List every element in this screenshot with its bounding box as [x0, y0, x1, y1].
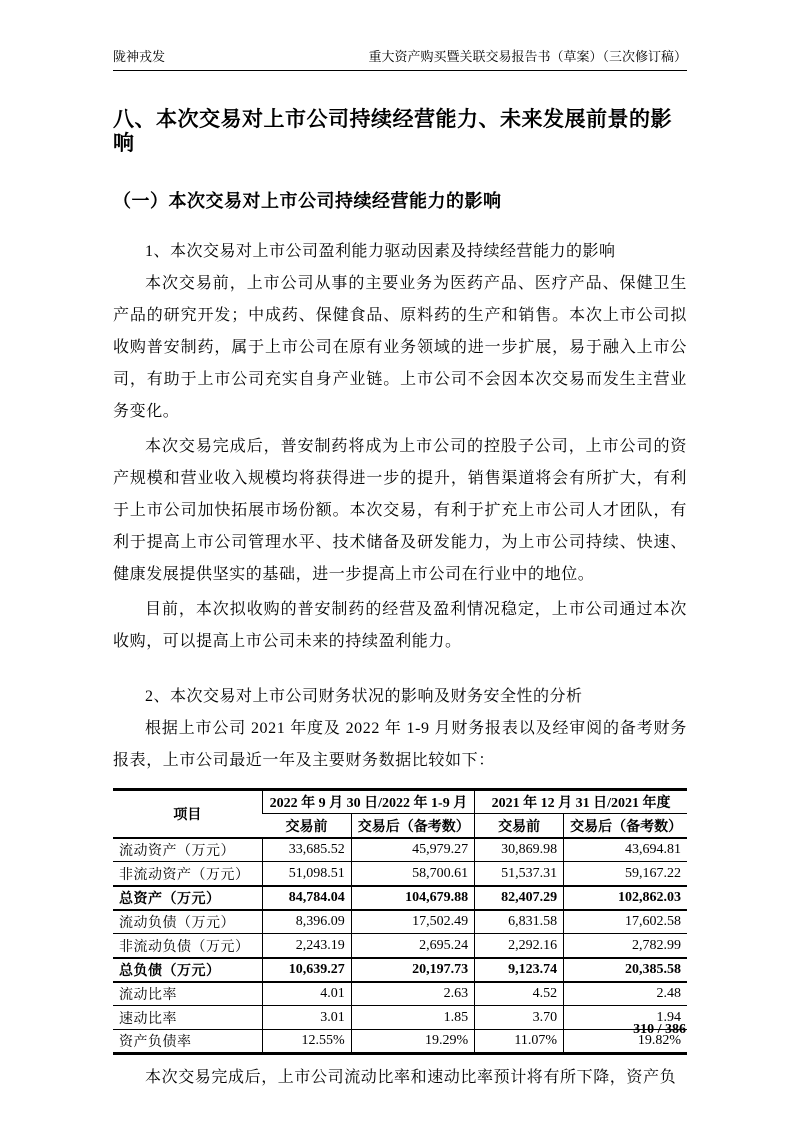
row-value: 2.63 — [351, 982, 474, 1006]
row-value: 9,123.74 — [475, 958, 564, 982]
row-label: 总资产（万元） — [119, 891, 221, 907]
row-value: 51,537.31 — [475, 862, 564, 886]
row-value: 1.94 — [564, 1006, 687, 1030]
row-label: 资产负债率 — [119, 1035, 192, 1051]
row-value: 82,407.29 — [475, 886, 564, 910]
table-row — [113, 958, 687, 982]
page-title: 八、本次交易对上市公司持续经营能力、未来发展前景的影响 — [113, 108, 672, 156]
row-label: 总负债（万元） — [119, 963, 221, 979]
row-label: 速动比率 — [119, 1011, 177, 1027]
page-number: 310 / 386 — [633, 1022, 686, 1037]
header-post-transaction-2022: 交易后（备考数） — [351, 814, 474, 838]
row-value: 33,685.52 — [262, 838, 351, 862]
row-value: 2,782.99 — [564, 934, 687, 958]
page-footer — [633, 1022, 686, 1038]
header-pre-transaction-2021: 交易前 — [475, 814, 564, 838]
row-label: 流动负债（万元） — [119, 916, 235, 932]
financial-comparison-table — [113, 788, 687, 1055]
row-value: 20,197.73 — [351, 958, 474, 982]
row-value: 3.70 — [475, 1006, 564, 1030]
row-label: 非流动负债（万元） — [119, 939, 250, 955]
row-value: 19.82% — [564, 1030, 687, 1054]
row-value: 43,694.81 — [564, 838, 687, 862]
table-row — [113, 862, 687, 886]
table-row — [113, 910, 687, 934]
table-row — [113, 1030, 687, 1054]
row-value: 1.85 — [351, 1006, 474, 1030]
row-value: 59,167.22 — [564, 862, 687, 886]
header-period-2022: 2022 年 9 月 30 日/2022 年 1-9 月 — [262, 790, 474, 814]
row-label: 流动比率 — [119, 988, 177, 1004]
row-value: 8,396.09 — [262, 910, 351, 934]
table-row — [113, 838, 687, 862]
row-value: 11.07% — [475, 1030, 564, 1054]
table-header — [113, 790, 687, 838]
row-label: 流动资产（万元） — [119, 844, 235, 860]
row-value: 2.48 — [564, 982, 687, 1006]
row-value: 104,679.88 — [351, 886, 474, 910]
row-value: 17,602.58 — [564, 910, 687, 934]
paragraph-profit-stability: 目前，本次拟收购的普安制药的经营及盈利情况稳定，上市公司通过本次收购，可以提高上市公司未来的持续盈利能力。 — [113, 601, 687, 651]
running-header-right: 重大资产购买暨关联交易报告书（草案）（三次修订稿） — [368, 49, 687, 64]
row-value: 6,831.58 — [475, 910, 564, 934]
table-row — [113, 982, 687, 1006]
running-header-left: 陇神戎发 — [113, 49, 166, 64]
row-value: 2,292.16 — [475, 934, 564, 958]
table-row — [113, 934, 687, 958]
row-value: 20,385.58 — [564, 958, 687, 982]
row-value: 51,098.51 — [262, 862, 351, 886]
row-value: 4.01 — [262, 982, 351, 1006]
header-period-2021: 2021 年 12 月 31 日/2021 年度 — [475, 790, 687, 814]
row-value: 4.52 — [475, 982, 564, 1006]
paragraph-business-before: 本次交易前，上市公司从事的主要业务为医药产品、医疗产品、保健卫生产品的研究开发；中成药、保健食品、原料药的生产和销售。本次上市公司拟收购普安制药，属于上市公司在原有业务领域的进一步扩展，易于融入上市公司，有助于上市公司充实自身产业链。上市公司不会因本次交易而发生主营业务变化。 — [113, 275, 687, 421]
row-value: 58,700.61 — [351, 862, 474, 886]
row-value: 19.29% — [351, 1030, 474, 1054]
header-pre-transaction-2022: 交易前 — [262, 814, 351, 838]
subsection-1-heading: 1、本次交易对上市公司盈利能力驱动因素及持续经营能力的影响 — [145, 243, 616, 261]
row-value: 2,243.19 — [262, 934, 351, 958]
row-value: 12.55% — [262, 1030, 351, 1054]
row-value: 102,862.03 — [564, 886, 687, 910]
header-item-column: 项目 — [173, 808, 202, 824]
row-value: 30,869.98 — [475, 838, 564, 862]
row-value: 84,784.04 — [262, 886, 351, 910]
row-value: 2,695.24 — [351, 934, 474, 958]
table-row — [113, 886, 687, 910]
paragraph-after-completion: 本次交易完成后，普安制药将成为上市公司的控股子公司，上市公司的资产规模和营业收入规模均将获得进一步的提升，销售渠道将会有所扩大，有利于上市公司加快拓展市场份额。本次交易，有利于扩充上市公司人才团队，有利于提高上市公司管理水平、技术储备及研发能力，为上市公司持续、快速、健康发展提供坚实的基础，进一步提高上市公司在行业中的地位。 — [113, 438, 687, 584]
row-value: 3.01 — [262, 1006, 351, 1030]
table-row — [113, 1006, 687, 1030]
row-value: 17,502.49 — [351, 910, 474, 934]
row-label: 非流动资产（万元） — [119, 867, 250, 883]
financial-table-body — [113, 838, 687, 1054]
paragraph-table-intro: 根据上市公司 2021 年度及 2022 年 1-9 月财务报表以及经审阅的备考财务报表，上市公司最近一年及主要财务数据比较如下： — [113, 720, 687, 770]
running-header — [113, 46, 687, 71]
subsection-2-heading: 2、本次交易对上市公司财务状况的影响及财务安全性的分析 — [145, 688, 583, 706]
header-post-transaction-2021: 交易后（备考数） — [564, 814, 687, 838]
row-value: 10,639.27 — [262, 958, 351, 982]
row-value: 45,979.27 — [351, 838, 474, 862]
section-1-heading: （一）本次交易对上市公司持续经营能力的影响 — [113, 191, 502, 212]
closing-paragraph: 本次交易完成后，上市公司流动比率和速动比率预计将有所下降，资产负 — [145, 1069, 677, 1087]
